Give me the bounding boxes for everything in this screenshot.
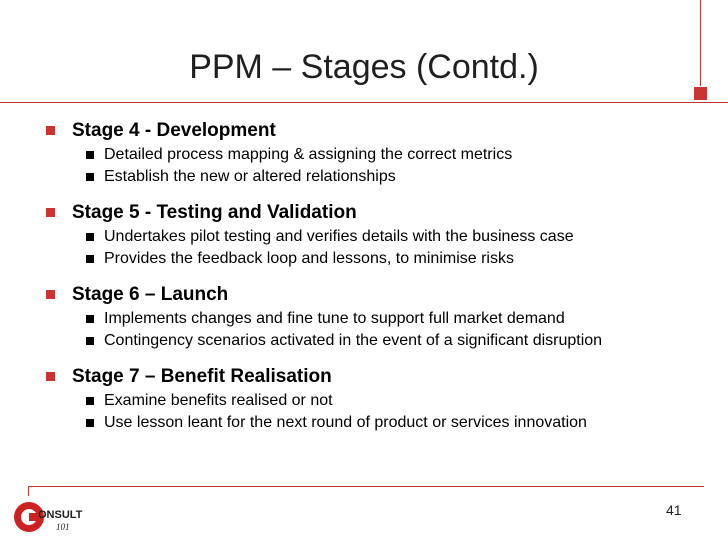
square-bullet-icon [86, 337, 94, 345]
list-item [0, 166, 728, 188]
consult-logo-icon [12, 494, 92, 540]
slide-content [0, 118, 728, 446]
stage-heading-text: Stage 5 - Testing and Validation [72, 202, 357, 223]
stage-heading-text: Stage 6 – Launch [72, 284, 229, 305]
stage-heading-text: Stage 7 – Benefit Realisation [72, 366, 332, 387]
square-bullet-icon [46, 208, 55, 217]
stage-block [0, 364, 728, 434]
title-accent-horizontal-line [0, 102, 728, 103]
stage-heading [0, 118, 728, 144]
square-bullet-icon [86, 173, 94, 181]
page-number: 41 [666, 502, 682, 518]
square-bullet-icon [46, 290, 55, 299]
stage-heading [0, 282, 728, 308]
list-item [0, 390, 728, 412]
square-bullet-icon [46, 126, 55, 135]
list-item-text: Undertakes pilot testing and verifies details with the business case [104, 228, 574, 245]
stage-block [0, 200, 728, 270]
logo-subtext: 101 [56, 522, 70, 532]
list-item [0, 226, 728, 248]
list-item-text: Contingency scenarios activated in the event of a significant disruption [104, 332, 603, 349]
square-bullet-icon [86, 151, 94, 159]
list-item [0, 308, 728, 330]
stage-block [0, 118, 728, 188]
logo-wordmark: ONSULT [38, 509, 83, 521]
list-item [0, 144, 728, 166]
list-item-text: Use lesson leant for the next round of product or services innovation [104, 414, 587, 431]
square-bullet-icon [86, 233, 94, 241]
list-item-text: Detailed process mapping & assigning the correct metrics [104, 146, 513, 163]
square-bullet-icon [86, 255, 94, 263]
square-bullet-icon [46, 372, 55, 381]
list-item [0, 248, 728, 270]
list-item [0, 412, 728, 434]
list-item-text: Establish the new or altered relationships [104, 168, 396, 185]
list-item-text: Implements changes and fine tune to support full market demand [104, 310, 565, 327]
square-bullet-icon [86, 397, 94, 405]
stage-heading-text: Stage 4 - Development [72, 120, 276, 141]
square-bullet-icon [86, 419, 94, 427]
stage-heading [0, 200, 728, 226]
footer-divider [28, 486, 704, 487]
stage-heading [0, 364, 728, 390]
square-bullet-icon [86, 315, 94, 323]
list-item [0, 330, 728, 352]
slide-title: PPM – Stages (Contd.) [189, 48, 539, 86]
list-item-text: Examine benefits realised or not [104, 392, 333, 409]
list-item-text: Provides the feedback loop and lessons, to minimise risks [104, 250, 514, 267]
stage-block [0, 282, 728, 352]
